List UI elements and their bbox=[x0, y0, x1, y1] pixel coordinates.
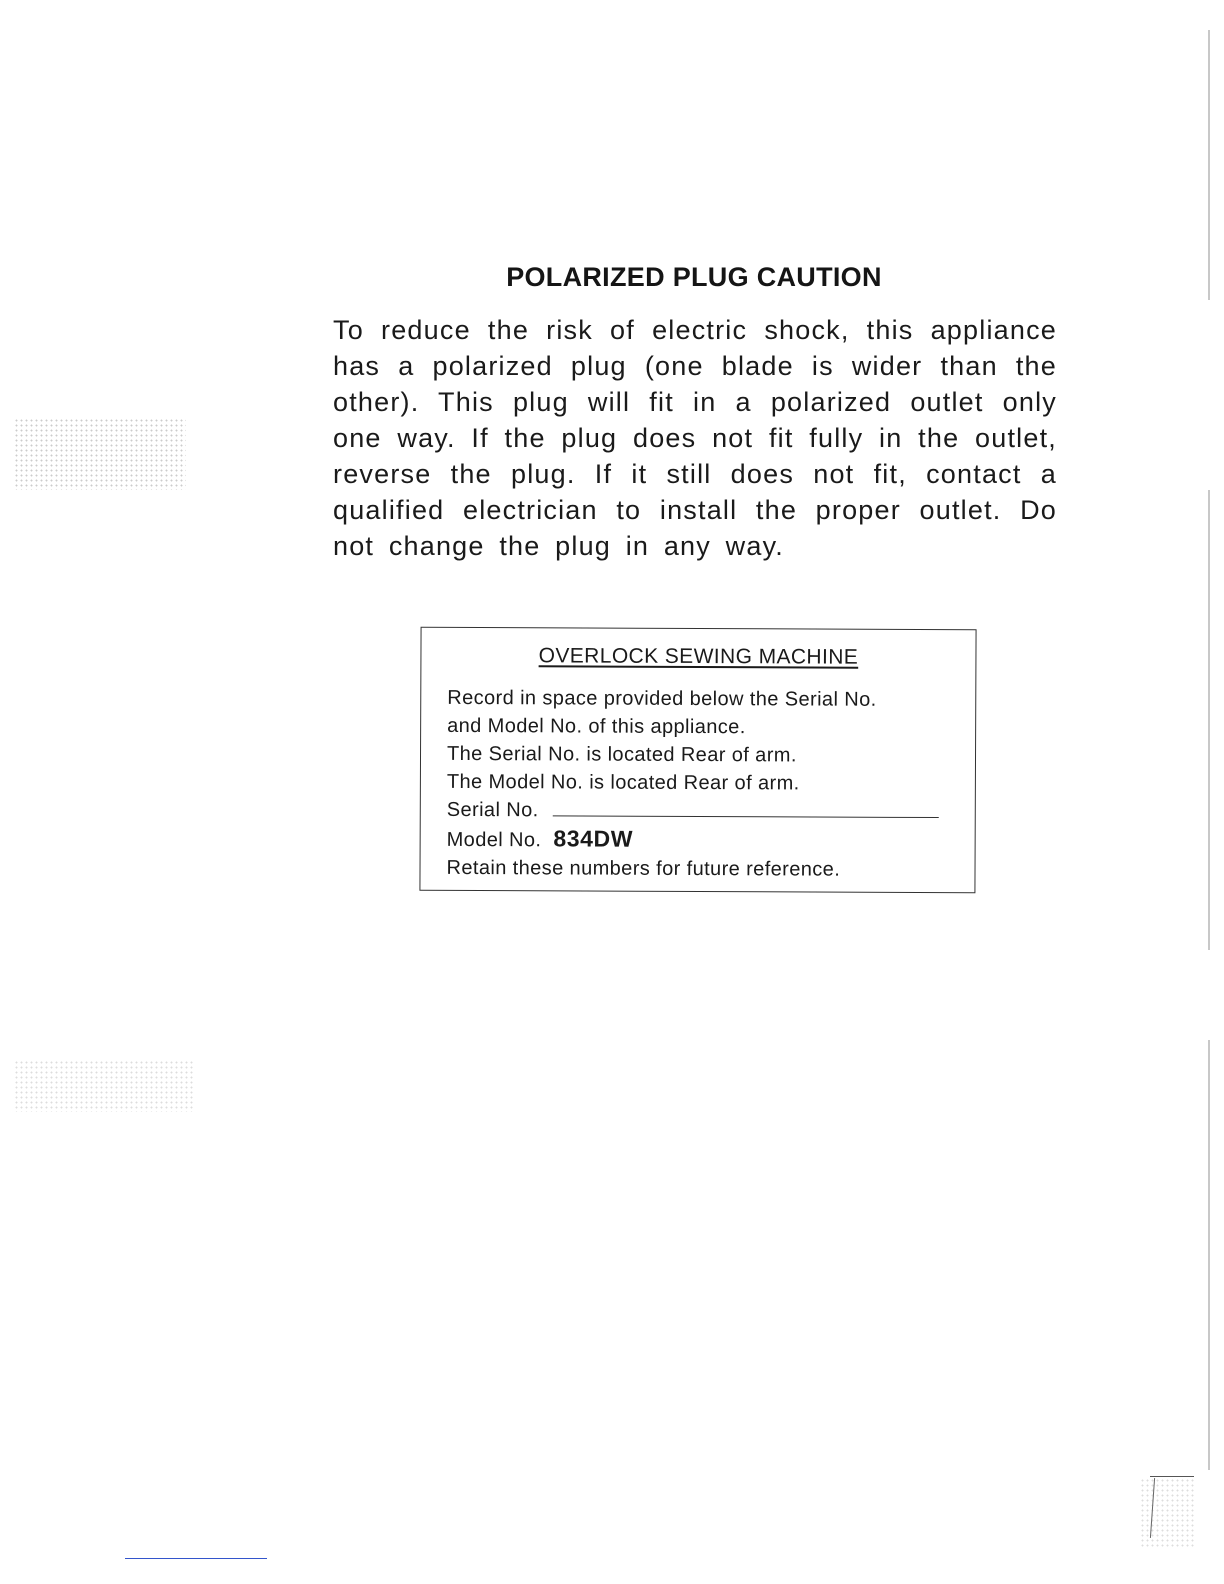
scan-edge-shadow bbox=[1208, 1040, 1210, 1470]
serial-number-row bbox=[447, 796, 957, 826]
serial-location-line: The Serial No. is located Rear of arm. bbox=[446, 742, 797, 767]
scan-bottom-rule bbox=[125, 1558, 267, 1559]
serial-record-box bbox=[419, 627, 976, 893]
serial-number-label: Serial No. bbox=[446, 798, 539, 822]
record-box-heading bbox=[421, 644, 975, 670]
scan-speckle bbox=[14, 1060, 194, 1112]
model-number-label: Model No. bbox=[446, 828, 542, 852]
record-box-heading-text: OVERLOCK SEWING MACHINE bbox=[538, 644, 859, 669]
scan-edge-shadow bbox=[1208, 490, 1210, 950]
scan-speckle bbox=[14, 418, 186, 490]
scan-corner-mark bbox=[1150, 1476, 1194, 1477]
serial-number-blank-line bbox=[553, 801, 939, 818]
scan-edge-shadow bbox=[1208, 30, 1210, 300]
record-instruction-line: Record in space provided below the Serial No. bbox=[447, 686, 877, 711]
model-number-row bbox=[447, 824, 957, 856]
scan-speckle bbox=[1140, 1478, 1196, 1548]
model-location-line: The Model No. is located Rear of arm. bbox=[446, 770, 800, 795]
caution-body-text: To reduce the risk of electric shock, this appliance has a polarized plug (one blade is wider than the other). This plug will fit in a polarized outlet only one way. If the plug does not fit fully in the outlet, reverse the plug. If it still does not fit, contact a qualified electrician to install the proper outlet. Do not change the plug in any way. bbox=[333, 315, 1057, 561]
model-number-value: 834DW bbox=[553, 825, 634, 852]
caution-title: POLARIZED PLUG CAUTION bbox=[506, 262, 882, 292]
record-box-lines bbox=[446, 684, 957, 884]
retain-note: Retain these numbers for future reference. bbox=[446, 856, 841, 881]
record-instruction-line: and Model No. of this appliance. bbox=[447, 714, 746, 739]
